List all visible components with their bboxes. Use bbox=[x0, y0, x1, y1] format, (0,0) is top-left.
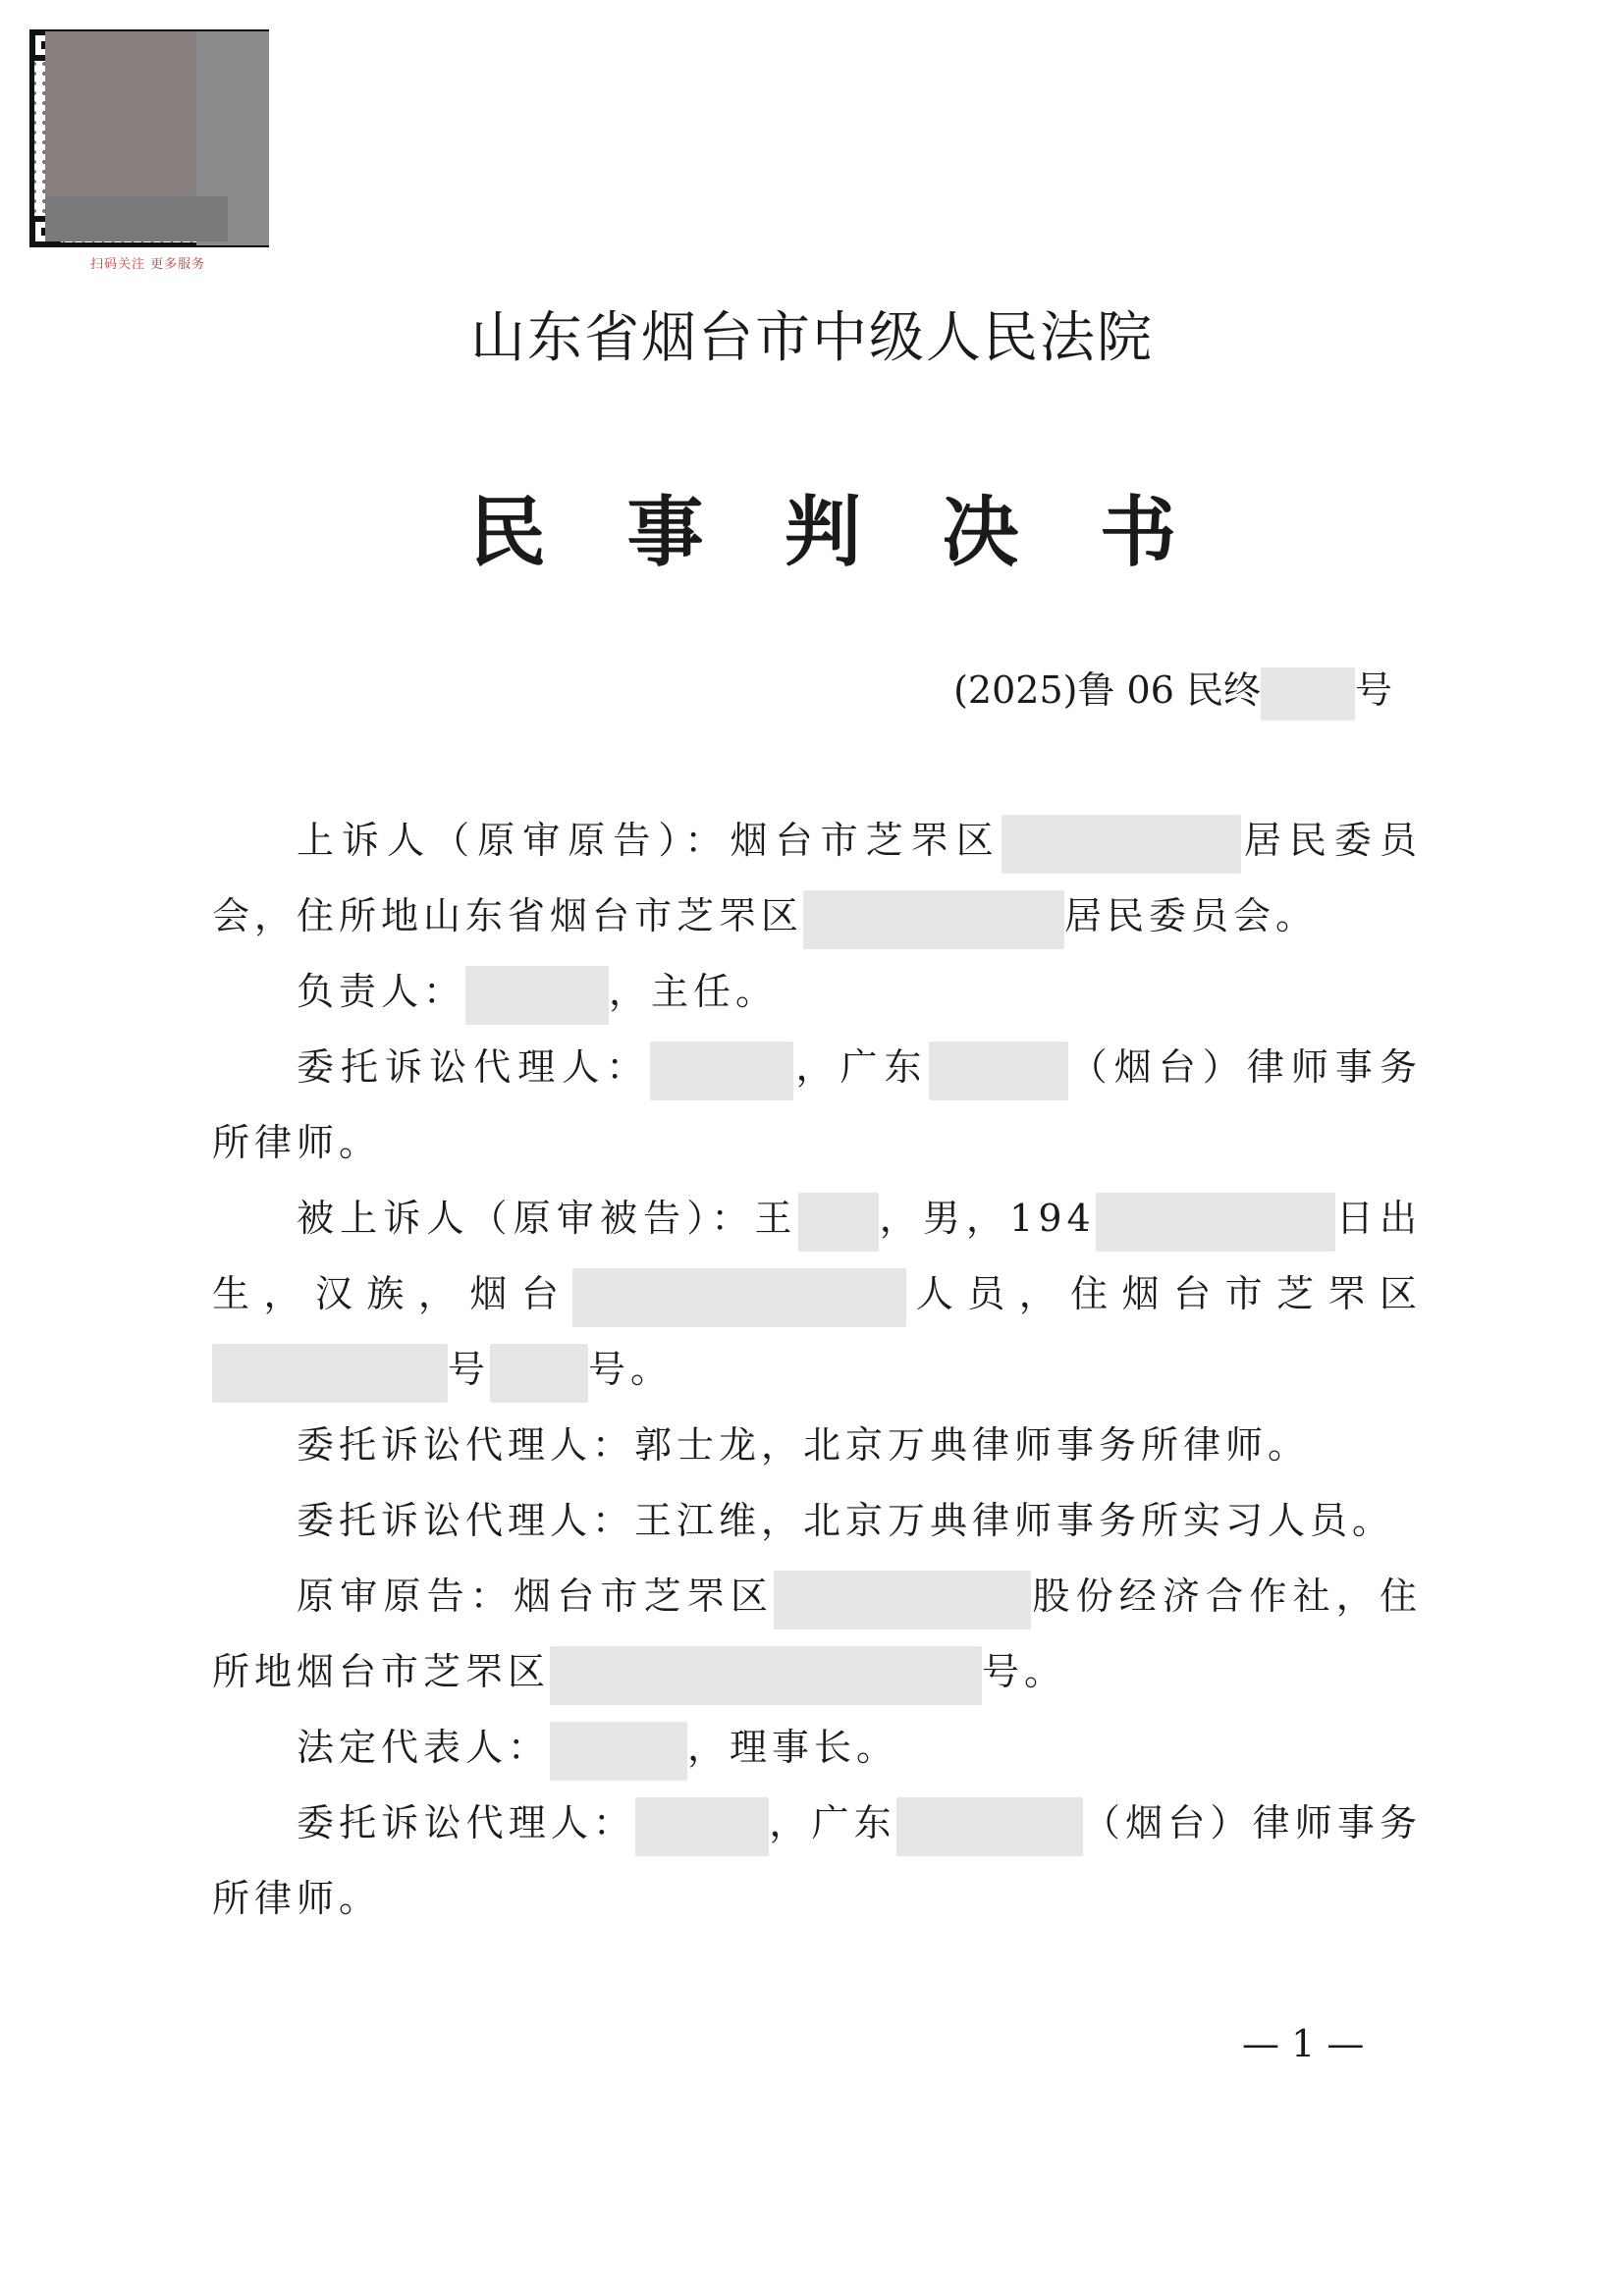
text: （烟台）律师事务所律师。 bbox=[212, 1045, 1422, 1164]
document-title bbox=[469, 471, 1176, 581]
paragraph-agent-3: 委托诉讼代理人：王江维，北京万典律师事务所实习人员。 bbox=[297, 1499, 1395, 1542]
redaction bbox=[465, 966, 609, 1025]
redaction bbox=[550, 1646, 982, 1705]
text: （烟台）律师事务所律师。 bbox=[212, 1801, 1422, 1920]
text: 上诉人（原审原告）：烟台市芝罘区 bbox=[297, 819, 1001, 862]
text: 被上诉人（原审被告）：王 bbox=[297, 1197, 798, 1240]
text: ，广东 bbox=[793, 1045, 929, 1089]
title-char: 书 bbox=[1099, 488, 1176, 577]
text: 居民委员会。 bbox=[1064, 894, 1319, 937]
case-number-suffix: 号 bbox=[1354, 668, 1392, 712]
redaction bbox=[635, 1797, 769, 1856]
paragraph-agent-1 bbox=[212, 1030, 1422, 1181]
text: 号。 bbox=[982, 1650, 1067, 1693]
redaction bbox=[774, 1571, 1031, 1629]
redaction bbox=[1001, 815, 1241, 874]
redaction bbox=[1096, 1193, 1335, 1252]
redaction bbox=[798, 1193, 879, 1252]
title-char: 民 bbox=[469, 488, 547, 577]
qr-code bbox=[29, 29, 269, 247]
text: 号。 bbox=[588, 1348, 674, 1391]
paragraph-appellant bbox=[212, 803, 1422, 954]
text: 股份经济合作社，住所地烟台市芝罘区 bbox=[212, 1575, 1422, 1693]
paragraph-responsible-person bbox=[212, 954, 1422, 1030]
text: 委托诉讼代理人： bbox=[297, 1045, 651, 1089]
text: 负责人： bbox=[297, 970, 466, 1013]
title-char: 判 bbox=[784, 488, 861, 577]
paragraph-agent-2: 委托诉讼代理人：郭士龙，北京万典律师事务所律师。 bbox=[297, 1423, 1311, 1467]
text: ，男，194 bbox=[878, 1197, 1096, 1240]
redaction bbox=[803, 890, 1064, 949]
title-char: 决 bbox=[942, 488, 1019, 577]
document-body bbox=[212, 803, 1422, 1937]
qr-blur bbox=[45, 196, 228, 241]
paragraph-agent-4 bbox=[212, 1786, 1422, 1937]
text: 号 bbox=[448, 1348, 491, 1391]
redaction bbox=[896, 1797, 1083, 1856]
page-number: — 1 — bbox=[1242, 2022, 1365, 2065]
case-number-prefix: (2025)鲁 06 民终 bbox=[953, 668, 1261, 712]
redaction bbox=[929, 1041, 1068, 1100]
title-char: 事 bbox=[626, 488, 704, 577]
qr-caption: 扫码关注 更多服务 bbox=[90, 257, 206, 272]
redaction bbox=[550, 1722, 687, 1781]
text: 日出生，汉族，烟台 bbox=[212, 1197, 1422, 1315]
text: ，主任。 bbox=[609, 970, 779, 1013]
redaction bbox=[650, 1041, 793, 1100]
case-number bbox=[953, 660, 1392, 721]
text: 人员，住烟台市芝罘区 bbox=[906, 1272, 1422, 1315]
court-name: 山东省烟台市中级人民法院 bbox=[470, 306, 1154, 370]
text: 原审原告：烟台市芝罘区 bbox=[297, 1575, 775, 1618]
text: 法定代表人： bbox=[297, 1726, 551, 1769]
redaction bbox=[1261, 667, 1355, 721]
text: ，理事长。 bbox=[687, 1726, 899, 1769]
redaction bbox=[212, 1344, 448, 1403]
text: 委托诉讼代理人： bbox=[297, 1801, 636, 1844]
text: 居民委员会，住所地山东省烟台市芝罘区 bbox=[212, 819, 1422, 937]
redaction bbox=[490, 1344, 588, 1403]
text: ，广东 bbox=[769, 1801, 896, 1844]
paragraph-original-plaintiff bbox=[212, 1559, 1422, 1710]
paragraph-legal-representative bbox=[212, 1710, 1422, 1786]
redaction bbox=[572, 1268, 906, 1327]
paragraph-appellee bbox=[212, 1181, 1422, 1408]
